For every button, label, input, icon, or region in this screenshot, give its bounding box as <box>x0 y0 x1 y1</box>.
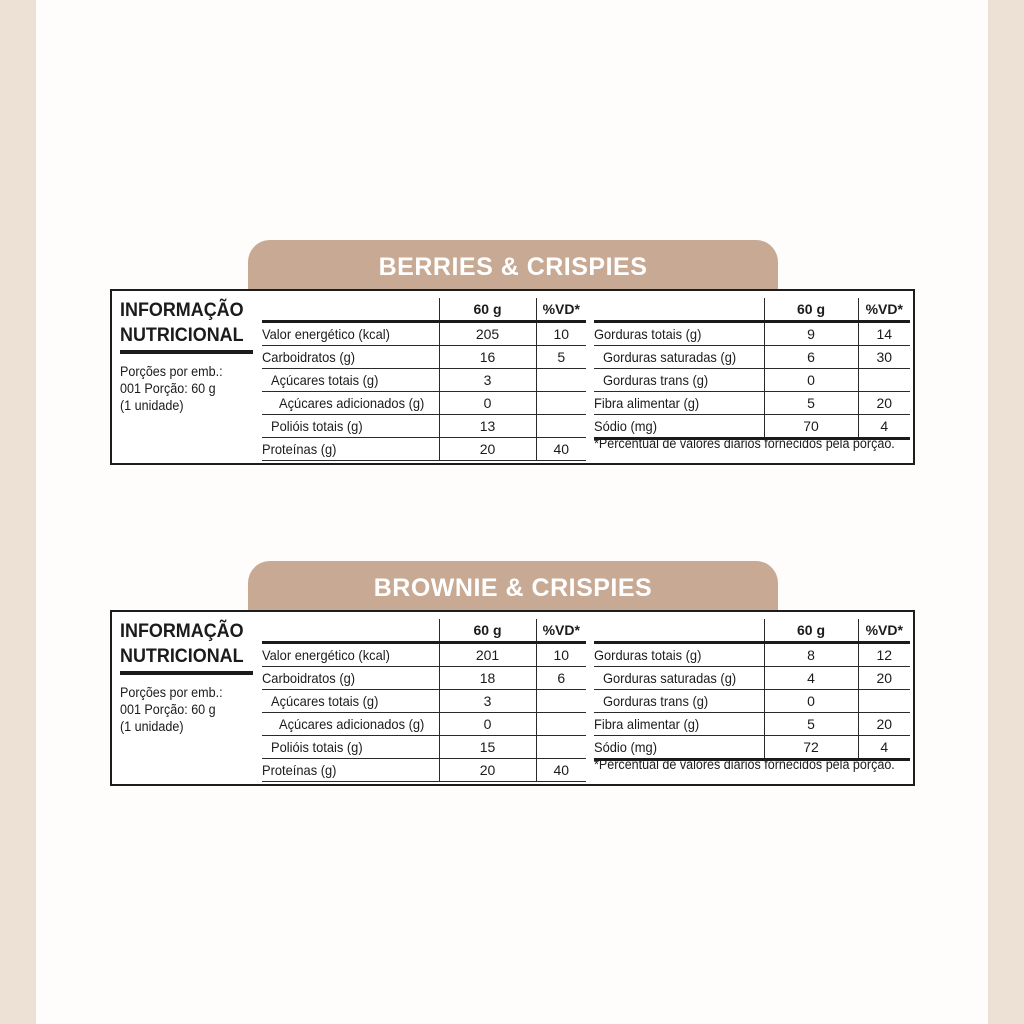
servings-line: (1 unidade) <box>120 398 184 413</box>
table-row <box>262 322 586 346</box>
nutrient-vd: 6 <box>536 667 586 690</box>
table-row <box>594 667 910 690</box>
nutrient-name: Sódio (mg) <box>594 738 657 755</box>
vd-footnote: *Percentual de valores diários fornecidos pela porção. <box>594 436 895 451</box>
nutrient-table-left <box>262 619 586 782</box>
table-row <box>262 369 586 392</box>
nutrient-amount: 8 <box>764 643 858 667</box>
nutrient-name: Valor energético (kcal) <box>262 325 390 342</box>
nutrient-name: Proteínas (g) <box>262 761 337 778</box>
table-header-row <box>594 298 910 322</box>
header-vd: %VD* <box>858 298 910 322</box>
nutrient-amount: 201 <box>439 643 536 667</box>
nutrient-table-right <box>594 298 910 440</box>
table-row <box>594 736 910 760</box>
header-amount: 60 g <box>764 298 858 322</box>
servings-line: (1 unidade) <box>120 719 184 734</box>
nutrient-name: Açúcares adicionados (g) <box>279 394 425 411</box>
header-vd: %VD* <box>536 298 586 322</box>
label-heading <box>120 619 256 669</box>
header-amount: 60 g <box>764 619 858 643</box>
nutrient-amount: 4 <box>764 667 858 690</box>
nutrient-amount: 9 <box>764 322 858 346</box>
table-row <box>594 322 910 346</box>
table-row <box>594 392 910 415</box>
page-background <box>36 0 988 1024</box>
nutrient-vd: 4 <box>858 415 910 439</box>
nutrient-name: Gorduras totais (g) <box>594 646 702 663</box>
nutrient-amount: 5 <box>764 392 858 415</box>
nutrient-name: Fibra alimentar (g) <box>594 394 700 411</box>
nutrient-amount: 20 <box>439 759 536 782</box>
nutrient-amount: 3 <box>439 369 536 392</box>
table-row <box>594 643 910 667</box>
nutrient-vd <box>536 415 586 438</box>
nutrient-vd: 10 <box>536 322 586 346</box>
table-header-row <box>262 298 586 322</box>
nutrient-vd <box>536 392 586 415</box>
nutrient-vd: 30 <box>858 346 910 369</box>
product-title: BERRIES & CRISPIES <box>248 240 778 294</box>
header-name-cell <box>262 298 439 322</box>
nutrient-vd: 40 <box>536 759 586 782</box>
table-row <box>262 736 586 759</box>
nutrient-amount: 15 <box>439 736 536 759</box>
nutrient-name: Polióis totais (g) <box>271 738 363 755</box>
nutrient-name: Polióis totais (g) <box>271 417 363 434</box>
table-header-row <box>262 619 586 643</box>
nutrient-name: Gorduras trans (g) <box>603 692 709 709</box>
nutrition-label <box>110 289 915 465</box>
nutrient-name: Carboidratos (g) <box>262 348 356 365</box>
nutrient-amount: 3 <box>439 690 536 713</box>
nutrition-label <box>110 610 915 786</box>
nutrient-name: Proteínas (g) <box>262 440 337 457</box>
nutrient-amount: 20 <box>439 438 536 461</box>
nutrient-table-right <box>594 619 910 761</box>
nutrient-vd: 14 <box>858 322 910 346</box>
nutrient-vd: 40 <box>536 438 586 461</box>
nutrient-amount: 0 <box>439 713 536 736</box>
header-name-cell <box>594 298 764 322</box>
nutrient-vd: 5 <box>536 346 586 369</box>
label-heading <box>120 298 256 348</box>
nutrient-vd <box>858 690 910 713</box>
nutrient-amount: 6 <box>764 346 858 369</box>
servings-line: 001 Porção: 60 g <box>120 702 216 717</box>
nutrient-vd: 4 <box>858 736 910 760</box>
nutrient-vd: 20 <box>858 713 910 736</box>
nutrient-vd <box>536 690 586 713</box>
nutrient-table-left <box>262 298 586 461</box>
product-title: BROWNIE & CRISPIES <box>248 561 778 615</box>
header-vd: %VD* <box>536 619 586 643</box>
nutrient-amount: 205 <box>439 322 536 346</box>
nutrient-amount: 16 <box>439 346 536 369</box>
nutrient-vd: 20 <box>858 667 910 690</box>
nutrient-amount: 18 <box>439 667 536 690</box>
servings-line: Porções por emb.: <box>120 685 223 700</box>
table-row <box>262 713 586 736</box>
nutrient-name: Carboidratos (g) <box>262 669 356 686</box>
nutrient-name: Açúcares totais (g) <box>271 692 379 709</box>
header-vd: %VD* <box>858 619 910 643</box>
nutrient-vd <box>536 369 586 392</box>
header-amount: 60 g <box>439 619 536 643</box>
table-row <box>262 759 586 782</box>
heading-divider <box>120 350 253 354</box>
table-header-row <box>594 619 910 643</box>
header-name-cell <box>262 619 439 643</box>
table-row <box>594 369 910 392</box>
nutrient-amount: 0 <box>439 392 536 415</box>
table-row <box>594 346 910 369</box>
heading-line-1: INFORMAÇÃO <box>120 299 244 321</box>
table-row <box>594 690 910 713</box>
servings-line: Porções por emb.: <box>120 364 223 379</box>
nutrient-vd: 12 <box>858 643 910 667</box>
table-row <box>262 392 586 415</box>
header-name-cell <box>594 619 764 643</box>
nutrient-amount: 13 <box>439 415 536 438</box>
nutrient-name: Açúcares adicionados (g) <box>279 715 425 732</box>
servings-line: 001 Porção: 60 g <box>120 381 216 396</box>
nutrient-name: Gorduras saturadas (g) <box>603 348 737 365</box>
nutrient-vd: 10 <box>536 643 586 667</box>
nutrient-name: Valor energético (kcal) <box>262 646 390 663</box>
nutrient-name: Gorduras totais (g) <box>594 325 702 342</box>
nutrient-vd: 20 <box>858 392 910 415</box>
nutrient-amount: 0 <box>764 369 858 392</box>
servings-info <box>120 363 260 414</box>
vd-footnote: *Percentual de valores diários fornecidos pela porção. <box>594 757 895 772</box>
heading-line-2: NUTRICIONAL <box>120 324 244 346</box>
nutrient-amount: 5 <box>764 713 858 736</box>
table-row <box>262 643 586 667</box>
heading-line-1: INFORMAÇÃO <box>120 620 244 642</box>
table-row <box>262 438 586 461</box>
nutrient-name: Sódio (mg) <box>594 417 657 434</box>
table-row <box>262 667 586 690</box>
table-row <box>262 346 586 369</box>
nutrient-name: Gorduras trans (g) <box>603 371 709 388</box>
heading-line-2: NUTRICIONAL <box>120 645 244 667</box>
nutrient-amount: 0 <box>764 690 858 713</box>
servings-info <box>120 684 260 735</box>
heading-divider <box>120 671 253 675</box>
header-amount: 60 g <box>439 298 536 322</box>
nutrient-name: Gorduras saturadas (g) <box>603 669 737 686</box>
nutrient-vd <box>536 736 586 759</box>
nutrient-name: Açúcares totais (g) <box>271 371 379 388</box>
nutrient-vd <box>536 713 586 736</box>
table-row <box>594 415 910 439</box>
nutrient-name: Fibra alimentar (g) <box>594 715 700 732</box>
nutrient-amount: 72 <box>764 736 858 760</box>
nutrient-amount: 70 <box>764 415 858 439</box>
nutrient-vd <box>858 369 910 392</box>
table-row <box>262 415 586 438</box>
table-row <box>594 713 910 736</box>
table-row <box>262 690 586 713</box>
